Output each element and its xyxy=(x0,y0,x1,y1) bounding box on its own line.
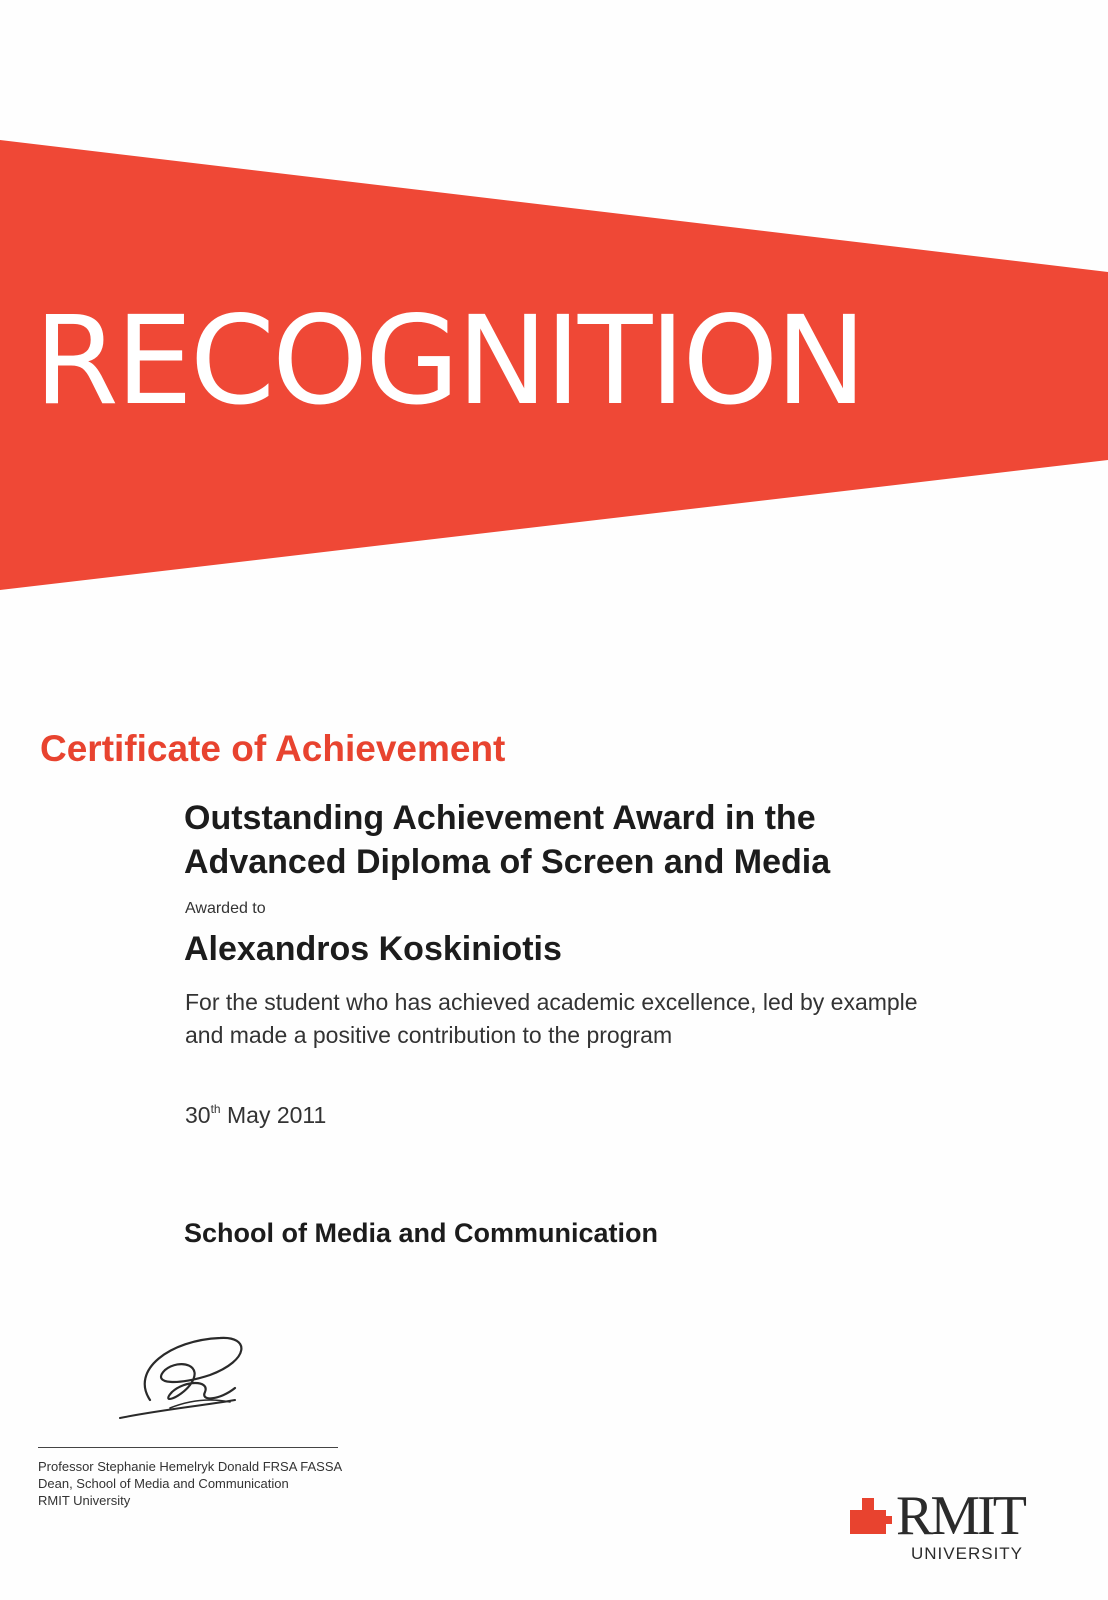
date-month-year: May 2011 xyxy=(227,1102,327,1128)
signature-line xyxy=(38,1447,338,1448)
logo-wordmark: RMIT xyxy=(896,1485,1024,1547)
certificate-heading: Certificate of Achievement xyxy=(40,728,506,769)
citation-line-1: For the student who has achieved academic excellence, led by example xyxy=(185,989,918,1015)
rmit-pixel-logo-icon xyxy=(846,1494,894,1542)
logo-subtitle: UNIVERSITY xyxy=(911,1544,1024,1563)
citation-text xyxy=(185,986,1065,1052)
signatory-institution: RMIT University xyxy=(38,1493,131,1508)
signatory-role: Dean, School of Media and Communication xyxy=(38,1476,289,1491)
award-date xyxy=(185,1102,326,1129)
recipient-name: Alexandros Koskiniotis xyxy=(184,930,562,968)
signatory-block xyxy=(38,1458,342,1509)
award-title xyxy=(184,796,1064,884)
awarded-to-label: Awarded to xyxy=(185,900,266,917)
date-ordinal-suffix: th xyxy=(210,1102,221,1116)
citation-line-2: and made a positive contribution to the program xyxy=(185,1022,673,1048)
signatory-name: Professor Stephanie Hemelryk Donald FRSA FASSA xyxy=(38,1459,343,1474)
signature-icon xyxy=(110,1330,270,1430)
award-title-line-1: Outstanding Achievement Award in the xyxy=(184,799,816,837)
school-name: School of Media and Communication xyxy=(184,1218,659,1248)
award-title-line-2: Advanced Diploma of Screen and Media xyxy=(184,843,831,881)
date-day: 30 xyxy=(185,1102,211,1128)
banner-title: RECOGNITION xyxy=(34,290,864,432)
rmit-logo xyxy=(846,1485,1066,1578)
